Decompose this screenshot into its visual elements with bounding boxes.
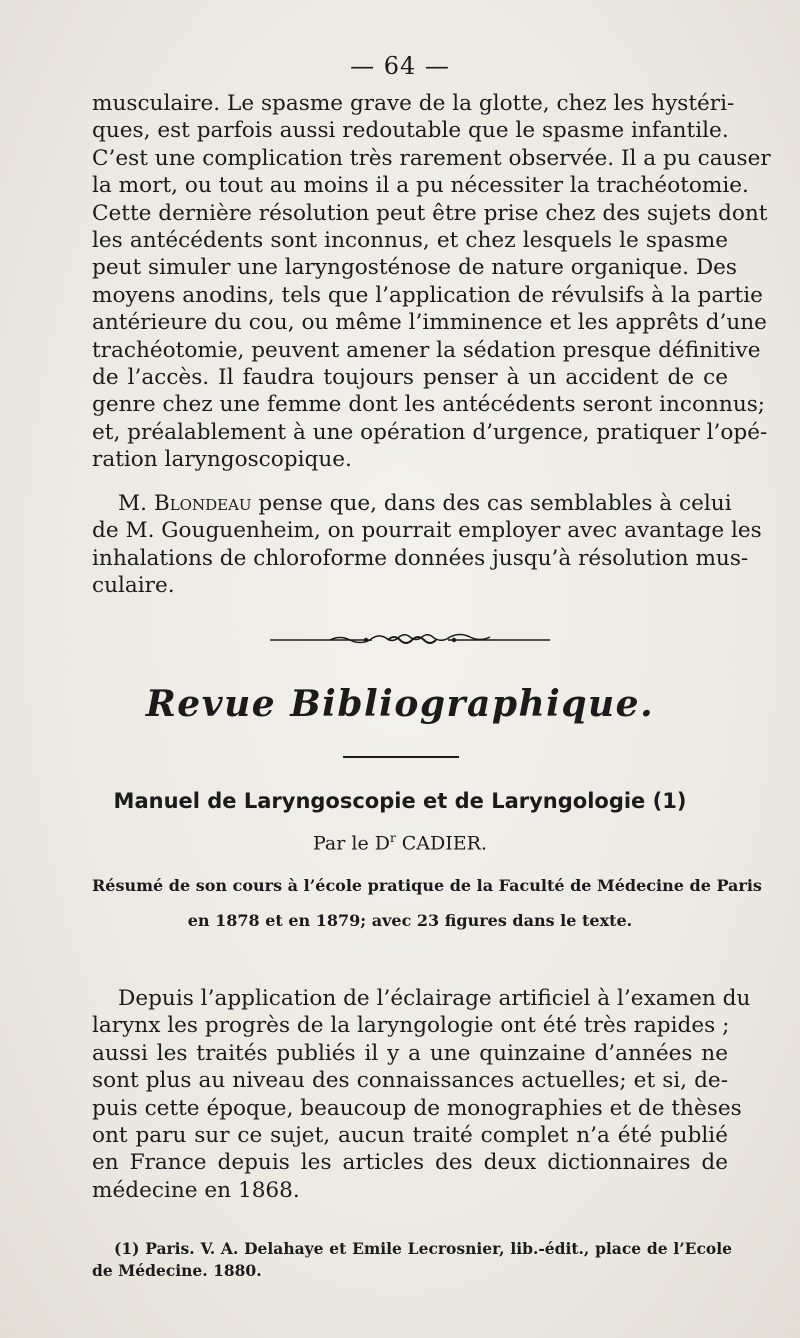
text-line: genre chez une femme dont les antécédents seront inconnus; xyxy=(92,392,766,418)
summary-line: en 1878 et en 1879; avec 23 figures dans le texte. xyxy=(187,911,633,930)
text-line: peut simuler une laryngosténose de nature organique. Des xyxy=(92,255,737,281)
text-line: ques, est parfois aussi redoutable que le spasme infantile. xyxy=(92,118,729,144)
text-line: Cette dernière résolution peut être prise chez des sujets dont xyxy=(92,200,768,226)
text-line: musculaire. Le spasme grave de la glotte, chez les hystéri- xyxy=(92,91,735,116)
line-prefix: M. xyxy=(118,491,154,516)
page-number: — 64 — xyxy=(350,52,450,80)
text-line: ration laryngoscopique. xyxy=(92,447,352,473)
text-line: trachéotomie, peuvent amener la sédation presque définitive xyxy=(92,337,761,363)
paragraph-review xyxy=(92,985,751,1204)
byline-author: CADIER. xyxy=(395,832,487,855)
book-byline xyxy=(0,831,800,854)
text-line: puis cette époque, beaucoup de monographies et de thèses xyxy=(92,1095,742,1121)
line-rest: pense que, dans des cas semblables à celui xyxy=(251,491,732,516)
byline-superscript: r xyxy=(389,831,396,845)
text-line: C’est une complication très rarement observée. Il a pu causer xyxy=(92,145,771,171)
text-line: moyens anodins, tels que l’application de révulsifs à la partie xyxy=(92,282,763,308)
footnote-line: (1) Paris. V. A. Delahaye et Emile Lecrosnier, lib.-édit., place de l’Ecole xyxy=(114,1239,732,1258)
footnote xyxy=(92,1238,732,1282)
text-line: aussi les traités publiés il y a une quinzaine d’années ne xyxy=(92,1040,728,1066)
text-line: larynx les progrès de la laryngologie ont été très rapides ; xyxy=(92,1013,730,1039)
text-line: en France depuis les articles des deux dictionnaires de xyxy=(92,1150,728,1176)
section-divider xyxy=(343,756,459,758)
decorative-divider-icon xyxy=(270,628,550,652)
text-line: la mort, ou tout au moins il a pu nécessiter la trachéotomie. xyxy=(92,173,749,199)
text-line: inhalations de chloroforme données jusqu’à résolution mus- xyxy=(92,545,749,571)
text-line: de l’accès. Il faudra toujours penser à un accident de ce xyxy=(92,364,728,390)
text-line: médecine en 1868. xyxy=(92,1177,300,1203)
paragraph-spasme xyxy=(92,90,771,473)
summary-line: Résumé de son cours à l’école pratique de la Faculté de Médecine de Paris xyxy=(92,876,762,895)
text-line: culaire. xyxy=(92,573,175,599)
text-line: Depuis l’application de l’éclairage artificiel à l’examen du xyxy=(118,986,751,1011)
section-title: Revue Bibliographique. xyxy=(145,683,655,725)
footnote-line: de Médecine. 1880. xyxy=(92,1261,262,1280)
text-line: et, préalablement à une opération d’urgence, pratiquer l’opé- xyxy=(92,419,768,445)
text-line: ont paru sur ce sujet, aucun traité complet n’a été publié xyxy=(92,1122,728,1148)
author-name: Blondeau xyxy=(153,491,252,516)
text-line: antérieure du cou, ou même l’imminence et les apprêts d’une xyxy=(92,310,767,336)
paragraph-blondeau xyxy=(92,490,762,600)
text-line: les antécédents sont inconnus, et chez lesquels le spasme xyxy=(92,227,728,253)
text-line: sont plus au niveau des connaissances actuelles; et si, de- xyxy=(92,1068,728,1094)
text-line: de M. Gouguenheim, on pourrait employer avec avantage les xyxy=(92,518,762,544)
byline-prefix: Par le D xyxy=(313,832,390,855)
text-line xyxy=(92,490,732,517)
book-title: Manuel de Laryngoscopie et de Laryngologie (1) xyxy=(113,789,687,813)
